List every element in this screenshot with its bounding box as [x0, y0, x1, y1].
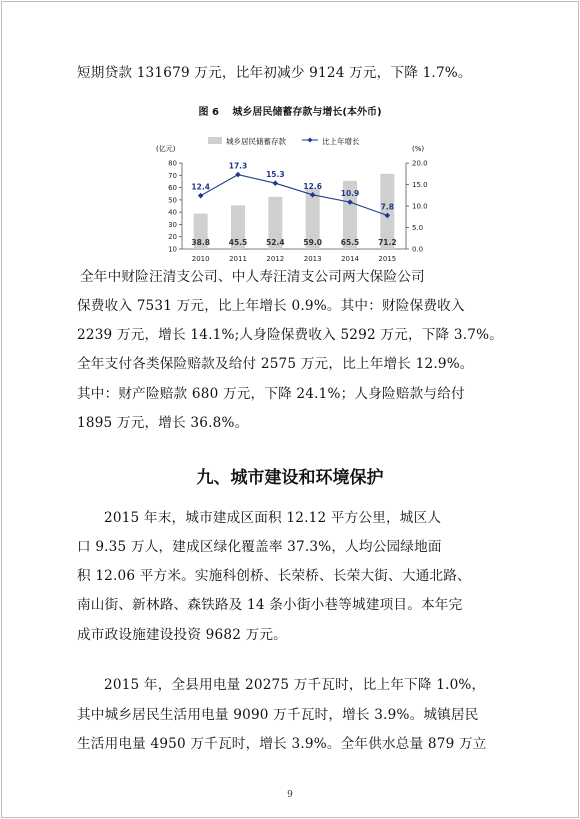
bar-value-label: 59.0 — [303, 238, 322, 247]
section-heading: 九、城市建设和环境保护 — [196, 468, 384, 488]
text-line: 全年支付各类保险赔款及给付 2575 万元，比上年增长 12.9%。 — [77, 356, 474, 372]
x-tick-label: 2012 — [266, 255, 285, 263]
x-tick-label: 2010 — [191, 255, 210, 263]
line-point — [273, 180, 279, 186]
text-line: 保费收入 7531 万元，比上年增长 0.9%。其中：财险保费收入 — [77, 298, 465, 314]
text-line: 2015 年，全县用电量 20275 万千瓦时，比上年下降 1.0%， — [104, 677, 486, 693]
text-line: 积 12.06 平方米。实施科创桥、长荣桥、长荣大街、大通北路、 — [77, 568, 471, 584]
y-axis-left-label: (亿元) — [156, 145, 176, 153]
x-tick-label: 2013 — [303, 255, 322, 263]
y-right-tick-label: 15.0 — [412, 181, 428, 189]
text-line: 短期贷款 131679 万元，比年初减少 9124 万元，下降 1.7%。 — [77, 65, 472, 81]
growth-line — [201, 175, 388, 216]
x-tick-label: 2011 — [229, 255, 247, 263]
line-value-label: 12.4 — [191, 182, 210, 192]
y-right-tick-label: 20.0 — [412, 159, 428, 168]
legend-line-label: 比上年增长 — [322, 137, 360, 146]
y-right-tick-label: 0.0 — [412, 245, 424, 254]
page-border — [1, 1, 579, 818]
text-line: 成市政设施建设投资 9682 万元。 — [77, 627, 287, 643]
line-value-label: 15.3 — [266, 170, 285, 180]
page-number: 9 — [287, 790, 293, 800]
bar-value-label: 52.4 — [266, 238, 285, 247]
y-left-tick-label: 50 — [168, 196, 177, 205]
y-left-tick-label: 20 — [168, 233, 177, 242]
text-line: 全年中财险汪清支公司、中人寿汪清支公司两大保险公司 — [80, 269, 425, 285]
text-line: 2015 年末，城市建成区面积 12.12 平方公里，城区人 — [104, 510, 442, 526]
y-right-tick-label: 5.0 — [412, 224, 424, 232]
line-value-label: 10.9 — [340, 189, 360, 199]
line-value-label: 17.3 — [228, 161, 248, 171]
line-point — [235, 172, 241, 178]
x-tick-label: 2014 — [341, 255, 359, 263]
bar-value-label: 38.8 — [191, 238, 210, 247]
legend-line-marker — [308, 138, 313, 143]
x-tick-label: 2015 — [378, 255, 397, 263]
legend-bar-label: 城乡居民储蓄存款 — [226, 137, 286, 146]
line-value-label: 12.6 — [303, 181, 322, 191]
text-line: 1895 万元，增长 36.8%。 — [77, 415, 249, 431]
bar-value-label: 65.5 — [340, 238, 360, 247]
bar-value-label: 45.5 — [228, 238, 248, 247]
line-value-label: 7.8 — [380, 202, 394, 212]
y-left-tick-label: 40 — [168, 208, 177, 217]
text-line: 生活用电量 4950 万千瓦时，增长 3.9%。全年供水总量 879 万立 — [77, 736, 487, 752]
y-left-tick-label: 70 — [168, 171, 177, 180]
figure-title: 图 6 城乡居民储蓄存款与增长(本外币) — [198, 107, 382, 118]
text-line: 2239 万元，增长 14.1%;人身险保费收入 5292 万元，下降 3.7%。 — [77, 327, 503, 343]
legend — [208, 136, 360, 146]
text-line: 其中：财产险赔款 680 万元，下降 24.1%；人身险赔款与给付 — [77, 386, 465, 402]
y-right-tick-label: 10.0 — [412, 202, 428, 211]
line-point — [198, 193, 204, 199]
y-left-tick-label: 30 — [168, 220, 177, 229]
text-line: 南山街、新林路、森铁路及 14 条小街小巷等城建项目。本年完 — [77, 597, 463, 613]
y-left-tick-label: 10 — [168, 245, 177, 254]
y-left-tick-label: 80 — [168, 159, 177, 168]
bar-value-label: 71.2 — [378, 238, 397, 247]
text-line: 其中城乡居民生活用电量 9090 万千瓦时，增长 3.9%。城镇居民 — [77, 707, 479, 723]
savings-chart — [150, 130, 440, 270]
text-line: 口 9.35 万人，建成区绿化覆盖率 37.3%，人均公园绿地面 — [77, 539, 442, 555]
y-left-tick-label: 60 — [168, 184, 177, 193]
legend-bar-swatch — [208, 137, 222, 144]
y-axis-right-label: (%) — [412, 145, 425, 153]
